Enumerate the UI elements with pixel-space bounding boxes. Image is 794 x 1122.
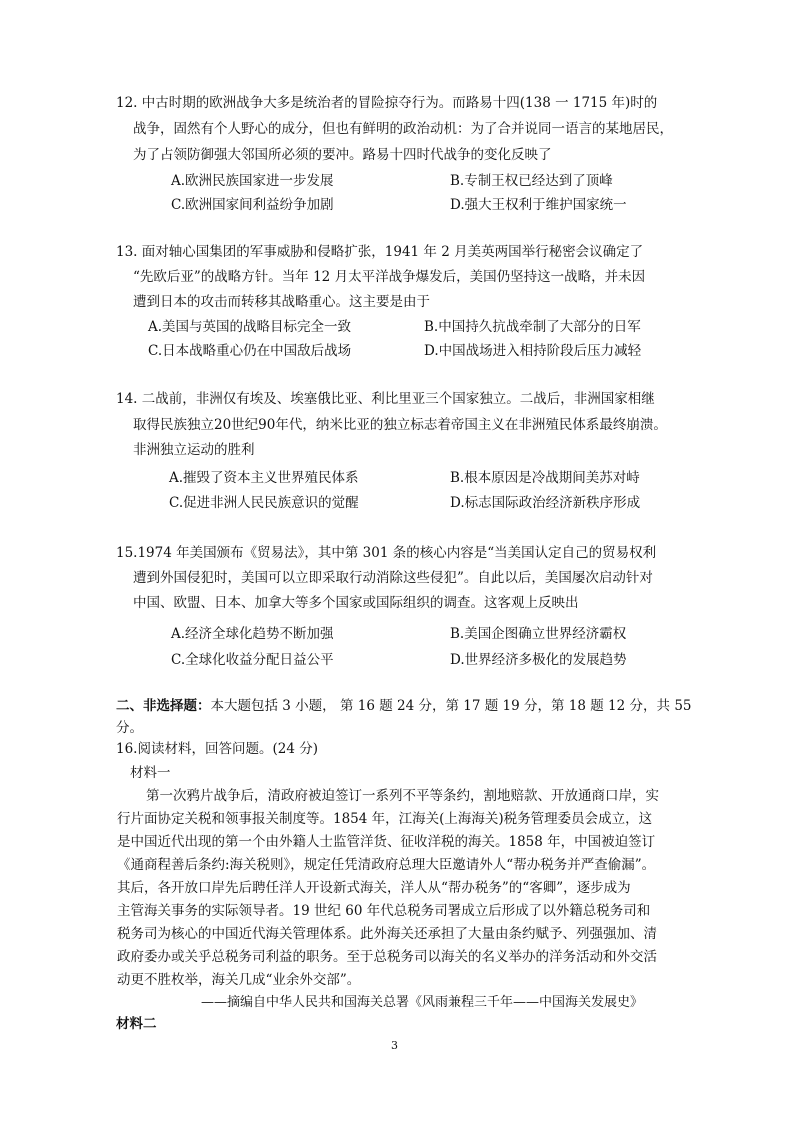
q13-option-b: B.中国持久抗战牵制了大部分的日军 [424, 319, 641, 335]
q16-material1-line-9: 动更不胜枚举，海关几成“业余外交部”。 [117, 972, 361, 988]
q15-option-c: C.全球化收益分配日益公平 [171, 652, 334, 668]
q16-material1-line-1: 第一次鸦片战争后，清政府被迫签订一系列不平等条约，割地赔款、开放通商口岸，实 [146, 788, 659, 804]
q16-material1-line-3: 是中国近代出现的第一个由外籍人士监管洋货、征收洋税的海关。1858 年，中国被迫签订 [117, 834, 656, 850]
q16-material1-source: ——摘编自中华人民共和国海关总署《风雨兼程三千年——中国海关发展史》 [201, 995, 644, 1010]
q14-stem-line-3: 非洲独立运动的胜利 [133, 442, 255, 458]
q12-stem-line-2: 战争，固然有个人野心的成分，但也有鲜明的政治动机：为了合并说同一语言的某地居民， [133, 121, 673, 137]
page-number: 3 [391, 1039, 398, 1052]
q15-stem-line-3: 中国、欧盟、日本、加拿大等多个国家或国际组织的调查。这客观上反映出 [133, 595, 579, 611]
q16-material1-line-6: 主管海关事务的实际领导者。19 世纪 60 年代总税务司署成立后形成了以外籍总税务司和 [117, 903, 651, 919]
q13-option-a: A.美国与英国的战略目标完全一致 [148, 319, 352, 335]
section2-desc-line-1: 本大题包括 3 小题， 第 16 题 24 分，第 17 题 19 分，第 18 题 12 分，共 55 [210, 698, 692, 714]
q13-stem-line-2: “先欧后亚”的战略方针。当年 12 月太平洋战争爆发后，美国仍坚持这一战略，并未因 [133, 269, 646, 285]
q14-option-b: B.根本原因是冷战期间美苏对峙 [450, 470, 640, 486]
section2-desc-line-2: 分。 [116, 720, 143, 736]
q15-option-b: B.美国企图确立世界经济霸权 [450, 626, 627, 642]
q12-option-c: C.欧洲国家间利益纷争加剧 [171, 197, 334, 213]
q16-material1-label: 材料一 [130, 765, 171, 781]
q15-option-d: D.世界经济多极化的发展趋势 [450, 652, 627, 668]
q15-option-a: A.经济全球化趋势不断加强 [171, 626, 334, 642]
q16-material1-line-8: 政府委办或关乎总税务司利益的职务。至于总税务司以海关的名义举办的洋务活动和外交活 [117, 949, 657, 965]
q14-stem-line-2: 取得民族独立20世纪90年代，纳米比亚的独立标志着帝国主义在非洲殖民体系最终崩溃。 [133, 417, 667, 433]
q13-stem-line-1: 13. 面对轴心国集团的军事威胁和侵略扩张，1941 年 2 月美英两国举行秘密会议确定了 [116, 244, 644, 260]
q14-option-d: D.标志国际政治经济新秩序形成 [450, 495, 641, 511]
q12-option-a: A.欧洲民族国家进一步发展 [171, 173, 334, 189]
q12-stem-line-1: 12. 中古时期的欧洲战争大多是统治者的冒险掠夺行为。而路易十四(138 一 1715 年)时的 [116, 95, 658, 111]
q13-option-c: C.日本战略重心仍在中国敌后战场 [148, 343, 352, 359]
q16-material1-line-2: 行片面协定关税和领事报关制度等。1854 年，江海关(上海海关)税务管理委员会成立，这 [117, 811, 653, 827]
q12-stem-line-3: 为了占领防御强大邻国所必须的要冲。路易十四时代战争的变化反映了 [133, 147, 552, 163]
q16-material1-line-4: 《通商程善后条约:海关税则》，规定任凭清政府总理大臣邀请外人“帮办税务并严查偷漏”。 [117, 857, 656, 873]
q16-material2-label: 材料二 [116, 1016, 157, 1032]
q15-stem-line-2: 遭到外国侵犯时，美国可以立即采取行动消除这些侵犯”。自此以后，美国屡次启动针对 [133, 570, 653, 586]
section2-title: 二、非选择题： [116, 698, 211, 714]
q12-option-d: D.强大王权利于维护国家统一 [450, 197, 627, 213]
q12-option-b: B.专制王权已经达到了顶峰 [450, 173, 613, 189]
q14-option-a: A.摧毁了资本主义世界殖民体系 [169, 470, 359, 486]
q16-title: 16.阅读材料，回答问题。(24 分) [116, 741, 318, 757]
q13-stem-line-3: 遭到日本的攻击而转移其战略重心。这主要是由于 [133, 294, 430, 310]
q14-option-c: C.促进非洲人民民族意识的觉醒 [169, 495, 359, 511]
q15-stem-line-1: 15.1974 年美国颁布《贸易法》，其中第 301 条的核心内容是“当美国认定自己的贸易权利 [116, 545, 657, 561]
section2-header [116, 696, 692, 716]
q16-material1-line-7: 税务司为核心的中国近代海关管理体系。此外海关还承担了大量由条约赋予、列强强加、清 [117, 926, 657, 942]
q16-material1-line-5: 其后，各开放口岸先后聘任洋人开设新式海关，洋人从“帮办税务”的“客卿”，逐步成为 [117, 880, 631, 896]
q13-option-d: D.中国战场进入相持阶段后压力减轻 [424, 343, 642, 359]
q14-stem-line-1: 14. 二战前，非洲仅有埃及、埃塞俄比亚、利比里亚三个国家独立。二战后，非洲国家相继 [116, 391, 655, 407]
